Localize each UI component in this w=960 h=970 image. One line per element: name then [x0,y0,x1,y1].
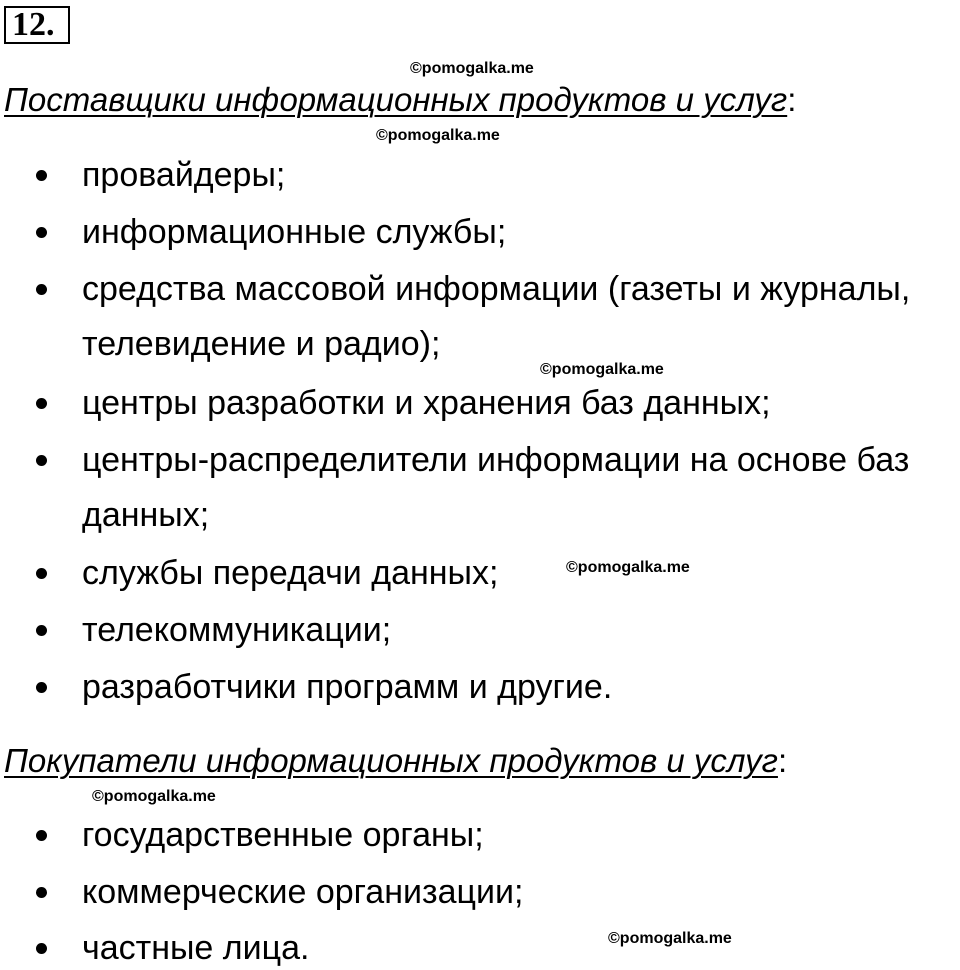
list-item-text: провайдеры; [82,156,286,194]
list-item-text: государственные органы; [82,816,484,854]
list-item-text-continued: телевидение и радио); [82,325,441,363]
list-item-text: центры разработки и хранения баз данных; [82,384,771,422]
section-heading-buyers [4,741,787,781]
bullet-icon [36,682,47,693]
bullet-icon [36,830,47,841]
bullet-icon [36,455,47,466]
bullet-icon [36,284,47,295]
list-item-text: средства массовой информации (газеты и журналы, [82,270,911,308]
heading-colon: : [787,81,797,118]
list-item-text: разработчики программ и другие. [82,668,613,706]
bullet-icon [36,625,47,636]
bullet-icon [36,943,47,954]
section-heading-suppliers [4,80,796,120]
watermark: ©pomogalka.me [410,60,534,77]
bullet-icon [36,227,47,238]
list-item-text: телекоммуникации; [82,611,392,649]
list-item-text: коммерческие организации; [82,873,524,911]
list-item-text: центры-распределители информации на основе баз [82,441,910,479]
bullet-icon [36,887,47,898]
heading-text: Покупатели информационных продуктов и услуг [4,742,778,779]
watermark: ©pomogalka.me [566,559,690,576]
task-number: 12. [4,6,70,44]
bullet-icon [36,398,47,409]
heading-text: Поставщики информационных продуктов и услуг [4,81,788,118]
list-item-text-continued: данных; [82,496,210,534]
watermark: ©pomogalka.me [376,127,500,144]
watermark: ©pomogalka.me [92,788,216,805]
list-item-text: информационные службы; [82,213,507,251]
bullet-icon [36,170,47,181]
list-item-text: службы передачи данных; [82,554,499,592]
watermark: ©pomogalka.me [540,361,664,378]
heading-colon: : [777,742,788,779]
watermark: ©pomogalka.me [608,930,732,947]
list-item-text: частные лица. [82,929,310,967]
bullet-icon [36,568,47,579]
